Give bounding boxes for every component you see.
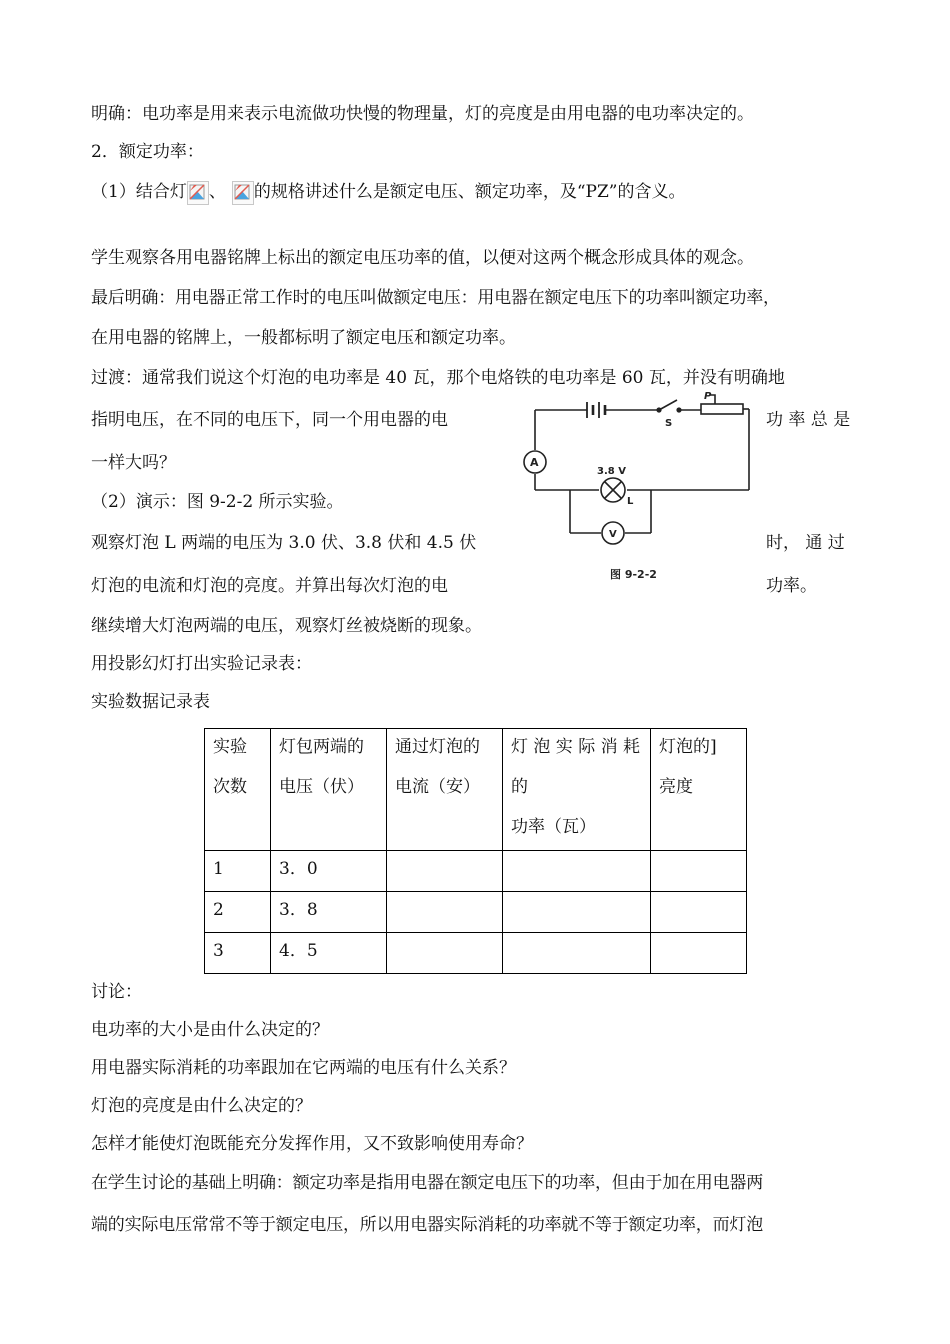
table-cell: 3．0 — [271, 851, 387, 892]
text-line: 功率。 — [766, 576, 817, 596]
text-line: 观察灯泡 L 两端的电压为 3.0 伏、3.8 伏和 4.5 伏 — [91, 533, 477, 553]
text-line: 学生观察各用电器铭牌上标出的额定电压功率的值，以便对这两个概念形成具体的观念。 — [91, 248, 754, 268]
figure-caption: 图 9-2-2 — [610, 568, 657, 581]
text-line: 时， 通 过 — [766, 533, 845, 553]
text-line: 过渡：通常我们说这个灯泡的电功率是 40 瓦，那个电烙铁的电功率是 60 瓦，并没有明确地 — [91, 368, 785, 388]
text-line: 电功率的大小是由什么决定的？ — [91, 1020, 329, 1040]
table-row — [205, 851, 747, 892]
record-table — [204, 728, 747, 974]
table-cell — [651, 851, 747, 892]
header-cell: 实验 次数 — [205, 729, 271, 851]
text-fragment: 、 — [208, 182, 226, 202]
section-heading: 2．额定功率： — [91, 142, 204, 162]
table-cell: 3．8 — [271, 892, 387, 933]
table-cell — [503, 933, 651, 974]
label-p: P — [704, 391, 712, 402]
broken-image-icon — [232, 181, 254, 205]
table-cell — [651, 933, 747, 974]
text-line: 灯泡的亮度是由什么决定的？ — [91, 1096, 312, 1116]
label-l: L — [627, 496, 634, 507]
table-cell — [503, 851, 651, 892]
text-line: 功 率 总 是 — [766, 410, 851, 430]
label-s: S — [665, 418, 673, 429]
label-a: A — [530, 456, 539, 469]
text-line: （2）演示：图 9-2-2 所示实验。 — [91, 492, 344, 512]
text-line: 明确：电功率是用来表示电流做功快慢的物理量，灯的亮度是由用电器的电功率决定的。 — [91, 104, 754, 124]
text-line: 继续增大灯泡两端的电压，观察灯丝被烧断的现象。 — [91, 616, 482, 636]
text-fragment: （1）结合灯 — [91, 182, 187, 202]
table-cell: 2 — [205, 892, 271, 933]
table-cell: 3 — [205, 933, 271, 974]
table-header-row — [205, 729, 747, 851]
text-line: 怎样才能使灯泡既能充分发挥作用，又不致影响使用寿命？ — [91, 1134, 533, 1154]
label-v: V — [609, 529, 617, 540]
table-cell — [651, 892, 747, 933]
circuit-diagram — [515, 388, 765, 588]
header-cell: 通过灯泡的 电流（安） — [387, 729, 503, 851]
table-cell — [387, 892, 503, 933]
text-line: 端的实际电压常常不等于额定电压，所以用电器实际消耗的功率就不等于额定功率，而灯泡 — [91, 1215, 763, 1235]
table-cell: 4．5 — [271, 933, 387, 974]
section-heading: 讨论： — [91, 982, 142, 1002]
header-cell: 灯泡的] 亮度 — [651, 729, 747, 851]
text-line: 在用电器的铭牌上，一般都标明了额定电压和额定功率。 — [91, 328, 516, 348]
broken-image-icon — [187, 181, 209, 205]
text-line: 用投影幻灯打出实验记录表： — [91, 654, 312, 674]
table-row — [205, 933, 747, 974]
header-cell: 灯包两端的 电压（伏） — [271, 729, 387, 851]
text-line — [91, 180, 685, 205]
label-voltage: 3.8 V — [597, 466, 626, 477]
table-caption: 实验数据记录表 — [91, 692, 210, 712]
text-line: 灯泡的电流和灯泡的亮度。并算出每次灯泡的电 — [91, 576, 448, 596]
text-fragment: 的规格讲述什么是额定电压、额定功率，及“PZ”的含义。 — [253, 182, 686, 202]
table-cell: 1 — [205, 851, 271, 892]
table-row — [205, 892, 747, 933]
text-line: 最后明确：用电器正常工作时的电压叫做额定电压：用电器在额定电压下的功率叫额定功率， — [91, 288, 780, 308]
header-cell: 灯 泡 实 际 消 耗 的 功率（瓦） — [503, 729, 651, 851]
table-cell — [503, 892, 651, 933]
text-line: 一样大吗？ — [91, 453, 176, 473]
table-cell — [387, 933, 503, 974]
table-cell — [387, 851, 503, 892]
text-line: 指明电压，在不同的电压下，同一个用电器的电 — [91, 410, 448, 430]
text-line: 用电器实际消耗的功率跟加在它两端的电压有什么关系？ — [91, 1058, 516, 1078]
text-line: 在学生讨论的基础上明确：额定功率是指用电器在额定电压下的功率，但由于加在用电器两 — [91, 1173, 763, 1193]
